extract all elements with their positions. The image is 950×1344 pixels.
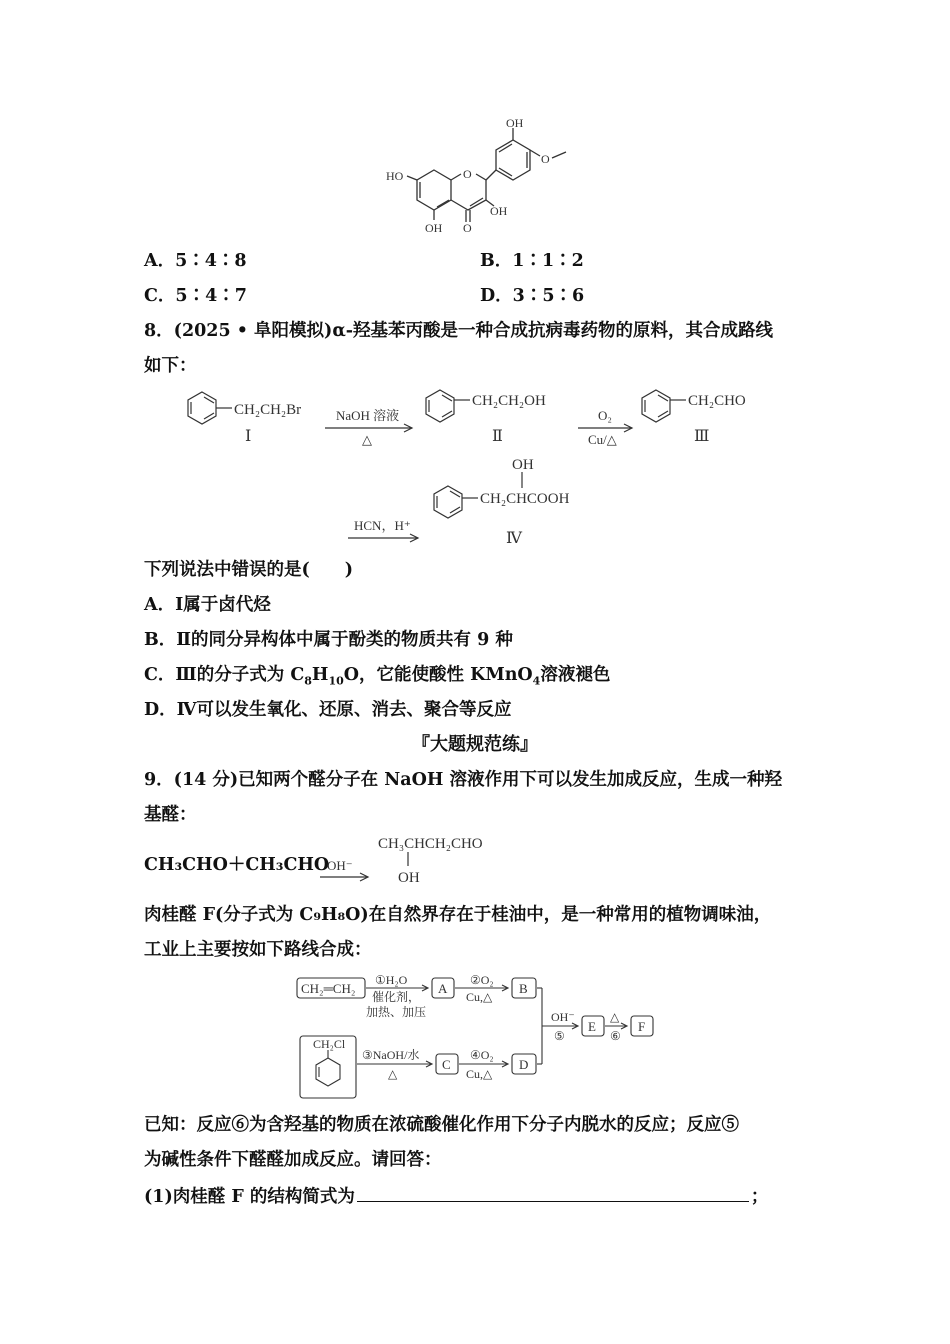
option-a: A．5∶4∶8 (144, 251, 247, 271)
subscript: 10 (328, 674, 344, 688)
step-condition: Cu,△ (466, 990, 493, 1004)
question-prompt: 下列说法中错误的是( ) (144, 560, 354, 580)
compound-iv-oh: OH (512, 457, 534, 473)
answer-blank[interactable] (357, 1183, 749, 1202)
flavonoid-structure (380, 115, 580, 240)
compound-iv-label: Ⅳ (506, 530, 522, 547)
carbonyl-oxygen-label: O (463, 221, 472, 235)
sub-question-end: ； (750, 1187, 769, 1207)
compound-f: F (638, 1019, 646, 1034)
question-stem: 8．(2025 • 阜阳模拟)α-羟基苯丙酸是一种合成抗病毒药物的原料，其合成路线 (144, 321, 774, 341)
oh-label: OH (490, 204, 508, 218)
compound-e: E (588, 1019, 596, 1034)
compound-c: C (442, 1057, 451, 1072)
oh-label: OH (425, 221, 443, 235)
arrow-reagent: NaOH 溶液 (336, 408, 400, 423)
option-c-mid: O，它能使酸性 KMnO (343, 665, 533, 685)
benzene-ring (188, 392, 216, 424)
compound-d: D (519, 1057, 529, 1072)
benzene-ring (642, 390, 670, 422)
compound-a: A (438, 981, 448, 996)
subscript: 8 (304, 674, 312, 688)
oh-label: OH (506, 116, 524, 130)
ring-oxygen-label: O (463, 167, 472, 181)
option-c-prefix: C．Ⅲ的分子式为 C (144, 665, 305, 685)
question-stem: 基醛： (144, 805, 197, 825)
option-d: D．Ⅳ可以发生氧化、还原、消去、聚合等反应 (144, 700, 512, 720)
step-number: ⑤ (554, 1029, 565, 1043)
synthesis-flow-diagram (290, 970, 670, 1105)
ethylene-formula: CH₂═CH₂ (301, 981, 356, 996)
paragraph: 为碱性条件下醛醛加成反应。请回答： (144, 1150, 442, 1170)
compound-ii-formula: CH₂CH₂OH (472, 393, 546, 409)
arrow-reagent: HCN，H⁺ (354, 518, 411, 533)
arrow-condition: Cu/△ (588, 432, 617, 447)
step-condition: Cu,△ (466, 1067, 493, 1081)
product-oh: OH (398, 870, 420, 886)
option-c: C．5∶4∶7 (144, 286, 247, 306)
option-c-h: H (311, 665, 329, 685)
compound-i-label: Ⅰ (245, 428, 252, 445)
step-condition: △ (610, 1010, 620, 1024)
section-title: 『大题规范练』 (412, 734, 538, 755)
synthesis-scheme (180, 385, 780, 550)
option-b: B．Ⅱ的同分异构体中属于酚类的物质共有 9 种 (144, 630, 513, 650)
step-number: ⑥ (610, 1029, 621, 1043)
benzene-ring (434, 486, 462, 518)
step-reagent: ④O₂ (470, 1048, 494, 1062)
option-b: B．1∶1∶2 (480, 251, 584, 271)
option-a: A．Ⅰ属于卤代烃 (144, 595, 271, 615)
step-reagent: ①H₂O (375, 973, 408, 987)
benzene-ring (426, 390, 454, 422)
step-reagent: ③NaOH/水 (362, 1048, 420, 1062)
paragraph: 肉桂醛 F(分子式为 C₉H₈O)在自然界存在于桂油中，是一种常用的植物调味油， (144, 905, 772, 925)
sub-question-text: (1)肉桂醛 F 的结构简式为 (144, 1187, 355, 1207)
option-c (144, 663, 610, 694)
step-condition: △ (388, 1067, 398, 1081)
paragraph: 已知：反应⑥为含羟基的物质在浓硫酸催化作用下分子内脱水的反应；反应⑤ (144, 1115, 739, 1135)
oh-label: HO (386, 169, 404, 183)
step-condition: 催化剂， (372, 990, 421, 1004)
methoxy-oxygen-label: O (541, 152, 550, 166)
arrow-condition: △ (362, 432, 372, 447)
paragraph: 工业上主要按如下路线合成： (144, 940, 372, 960)
benzyl-chloride-formula: CH₂Cl (313, 1037, 346, 1051)
compound-iv-formula: CH₂CHCOOH (480, 491, 570, 507)
aldol-reaction (315, 828, 515, 888)
option-d: D．3∶5∶6 (480, 286, 585, 306)
step-condition: 加热、加压 (366, 1005, 427, 1019)
step-reagent: ②O₂ (470, 973, 494, 987)
step-reagent: OH⁻ (551, 1010, 575, 1024)
arrow-reagent: O₂ (598, 408, 612, 423)
compound-ii-label: Ⅱ (492, 428, 503, 445)
question-stem: 如下： (144, 356, 197, 376)
product-formula: CH₃CHCH₂CHO (378, 836, 483, 852)
reaction-catalyst: OH⁻ (327, 858, 353, 873)
compound-i-formula: CH₂CH₂Br (234, 402, 302, 418)
compound-b: B (519, 981, 528, 996)
compound-iii-formula: CH₂CHO (688, 393, 746, 409)
question-stem: 9．(14 分)已知两个醛分子在 NaOH 溶液作用下可以发生加成反应，生成一种羟 (144, 770, 782, 790)
sub-question-1 (144, 1183, 768, 1209)
subscript: 4 (532, 674, 541, 688)
option-c-suffix: 溶液褪色 (540, 665, 611, 685)
compound-iii-label: Ⅲ (694, 428, 710, 445)
reaction-reactants: CH₃CHO＋CH₃CHO (144, 855, 330, 875)
